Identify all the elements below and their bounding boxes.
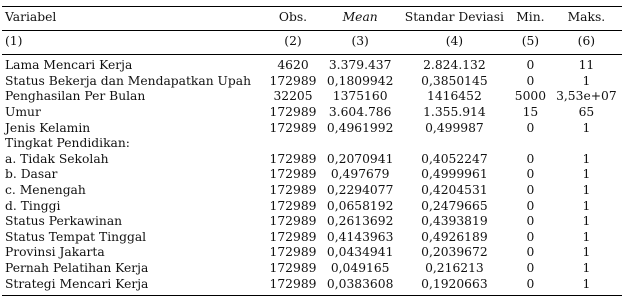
- table-cell: 3,53e+07: [556, 89, 617, 104]
- row-label: Strategi Mencari Kerja: [2, 277, 265, 296]
- table-row: [2, 183, 622, 199]
- column-number: (6): [551, 30, 622, 55]
- table-row: [2, 261, 622, 277]
- table-cell: 0,4052247: [421, 151, 488, 166]
- column-number: (3): [322, 30, 399, 55]
- header-variabel: Variabel: [2, 7, 265, 31]
- table-row: [2, 277, 622, 296]
- table-cell: 0,1920663: [399, 277, 510, 296]
- column-number-row: [2, 30, 622, 55]
- table-cell: 0,0383608: [322, 277, 399, 296]
- table-cell: 172989: [269, 120, 317, 135]
- row-label: Status Perkawinan: [5, 214, 123, 229]
- table-cell: 0: [510, 55, 551, 74]
- table-row: [2, 74, 622, 90]
- header-mean: Mean: [322, 7, 399, 31]
- table-cell: 15: [522, 104, 539, 119]
- column-number: (4): [399, 30, 510, 55]
- row-label: a. Tidak Sekolah: [5, 151, 109, 166]
- table-cell: 0,499987: [425, 120, 484, 135]
- table-row: [2, 121, 622, 137]
- table-cell: 0: [526, 245, 535, 260]
- table-cell: 0: [526, 229, 535, 244]
- table-cell: 172989: [269, 73, 317, 88]
- table-cell: 0,0658192: [326, 198, 394, 213]
- table-cell: 1: [582, 198, 591, 213]
- table-cell: 0,049165: [330, 260, 390, 275]
- table-cell: 0,2613692: [326, 214, 394, 229]
- table-cell: 172989: [269, 214, 317, 229]
- table-cell: 0: [526, 151, 535, 166]
- table-cell: 0,4393819: [421, 214, 488, 229]
- table-cell: 0,4999961: [421, 167, 488, 182]
- table-cell: 172989: [269, 198, 317, 213]
- table-cell: 3.604.786: [328, 104, 392, 119]
- table-row: [2, 230, 622, 246]
- table-row: [2, 105, 622, 121]
- row-label: b. Dasar: [5, 167, 58, 182]
- table-cell: [322, 136, 399, 152]
- row-label: Provinsi Jakarta: [5, 245, 105, 260]
- table-cell: 3.379.437: [322, 55, 399, 74]
- table-cell: [399, 136, 510, 152]
- table-cell: 172989: [269, 151, 317, 166]
- row-label: c. Menengah: [5, 182, 86, 197]
- table-cell: [265, 136, 322, 152]
- table-cell: 1: [582, 182, 591, 197]
- column-number: (1): [2, 30, 265, 55]
- row-label: Umur: [5, 104, 41, 119]
- table-cell: 0,497679: [330, 167, 390, 182]
- table-cell: 0,216213: [425, 260, 484, 275]
- row-label: Jenis Kelamin: [5, 120, 91, 135]
- table-cell: 1: [582, 245, 591, 260]
- table-cell: 0: [510, 277, 551, 296]
- header-obs: Obs.: [265, 7, 322, 31]
- table-row: [2, 152, 622, 168]
- table-cell: 1: [551, 277, 622, 296]
- table-row: [2, 89, 622, 105]
- table-row: [2, 245, 622, 261]
- row-label: Status Tempat Tinggal: [5, 229, 147, 244]
- table-cell: 5000: [514, 89, 547, 104]
- row-label: Penghasilan Per Bulan: [5, 89, 146, 104]
- table-cell: 2.824.132: [399, 55, 510, 74]
- table-cell: 11: [551, 55, 622, 74]
- table-row: [2, 167, 622, 183]
- table-row: [2, 214, 622, 230]
- table-cell: 4620: [265, 55, 322, 74]
- table-cell: 1375160: [332, 89, 388, 104]
- table-cell: [551, 136, 622, 152]
- table-cell: 0: [526, 260, 535, 275]
- table-cell: 1: [582, 214, 591, 229]
- table-cell: 0,0434941: [326, 245, 394, 260]
- header-min: Min.: [510, 7, 551, 31]
- table-body: [2, 55, 622, 296]
- header-row: [2, 7, 622, 31]
- table-cell: 0,4961992: [326, 120, 394, 135]
- table-cell: 0: [526, 214, 535, 229]
- table-cell: 1416452: [427, 89, 482, 104]
- table-cell: 1: [582, 120, 591, 135]
- table-cell: 65: [578, 104, 595, 119]
- table-cell: 172989: [269, 167, 317, 182]
- table-cell: 0,2070941: [326, 151, 394, 166]
- table-cell: 1.355.914: [423, 104, 486, 119]
- row-label: Tingkat Pendidikan:: [5, 136, 130, 151]
- table-cell: 0: [526, 182, 535, 197]
- table-cell: 0: [526, 167, 535, 182]
- header-max: Maks.: [551, 7, 622, 31]
- descriptive-statistics-table: [2, 6, 622, 296]
- table-row: [2, 136, 622, 152]
- column-number: (2): [265, 30, 322, 55]
- table-cell: 0: [526, 120, 535, 135]
- table-cell: 0,2479665: [421, 198, 488, 213]
- row-label: Lama Mencari Kerja: [2, 55, 265, 74]
- table-cell: 0,4926189: [421, 229, 488, 244]
- table-cell: 0,1809942: [326, 73, 394, 88]
- table-cell: 0,4143963: [326, 229, 394, 244]
- row-label: Pernah Pelatihan Kerja: [5, 260, 149, 275]
- column-number: (5): [510, 30, 551, 55]
- table-cell: 1: [582, 73, 591, 88]
- table-cell: 0,3850145: [421, 73, 488, 88]
- table-row: [2, 199, 622, 215]
- table-cell: 172989: [265, 277, 322, 296]
- table-cell: 32205: [273, 89, 313, 104]
- table-cell: 172989: [269, 229, 317, 244]
- table-cell: 172989: [269, 104, 317, 119]
- table-cell: 0,4204531: [421, 182, 488, 197]
- table-cell: [510, 136, 551, 152]
- header-std-dev: Standar Deviasi: [399, 7, 510, 31]
- table-cell: 0,2039672: [421, 245, 488, 260]
- table-cell: 1: [582, 260, 591, 275]
- table-cell: 1: [582, 167, 591, 182]
- row-label: Status Bekerja dan Mendapatkan Upah: [5, 73, 252, 88]
- table-cell: 0: [526, 198, 535, 213]
- table-cell: 1: [582, 229, 591, 244]
- table-cell: 172989: [269, 245, 317, 260]
- table-cell: 0: [526, 73, 535, 88]
- row-label: d. Tinggi: [5, 198, 61, 213]
- table-cell: 172989: [269, 260, 317, 275]
- table-cell: 172989: [269, 182, 317, 197]
- table-row: [2, 55, 622, 74]
- table-cell: 1: [582, 151, 591, 166]
- table-cell: 0,2294077: [326, 182, 394, 197]
